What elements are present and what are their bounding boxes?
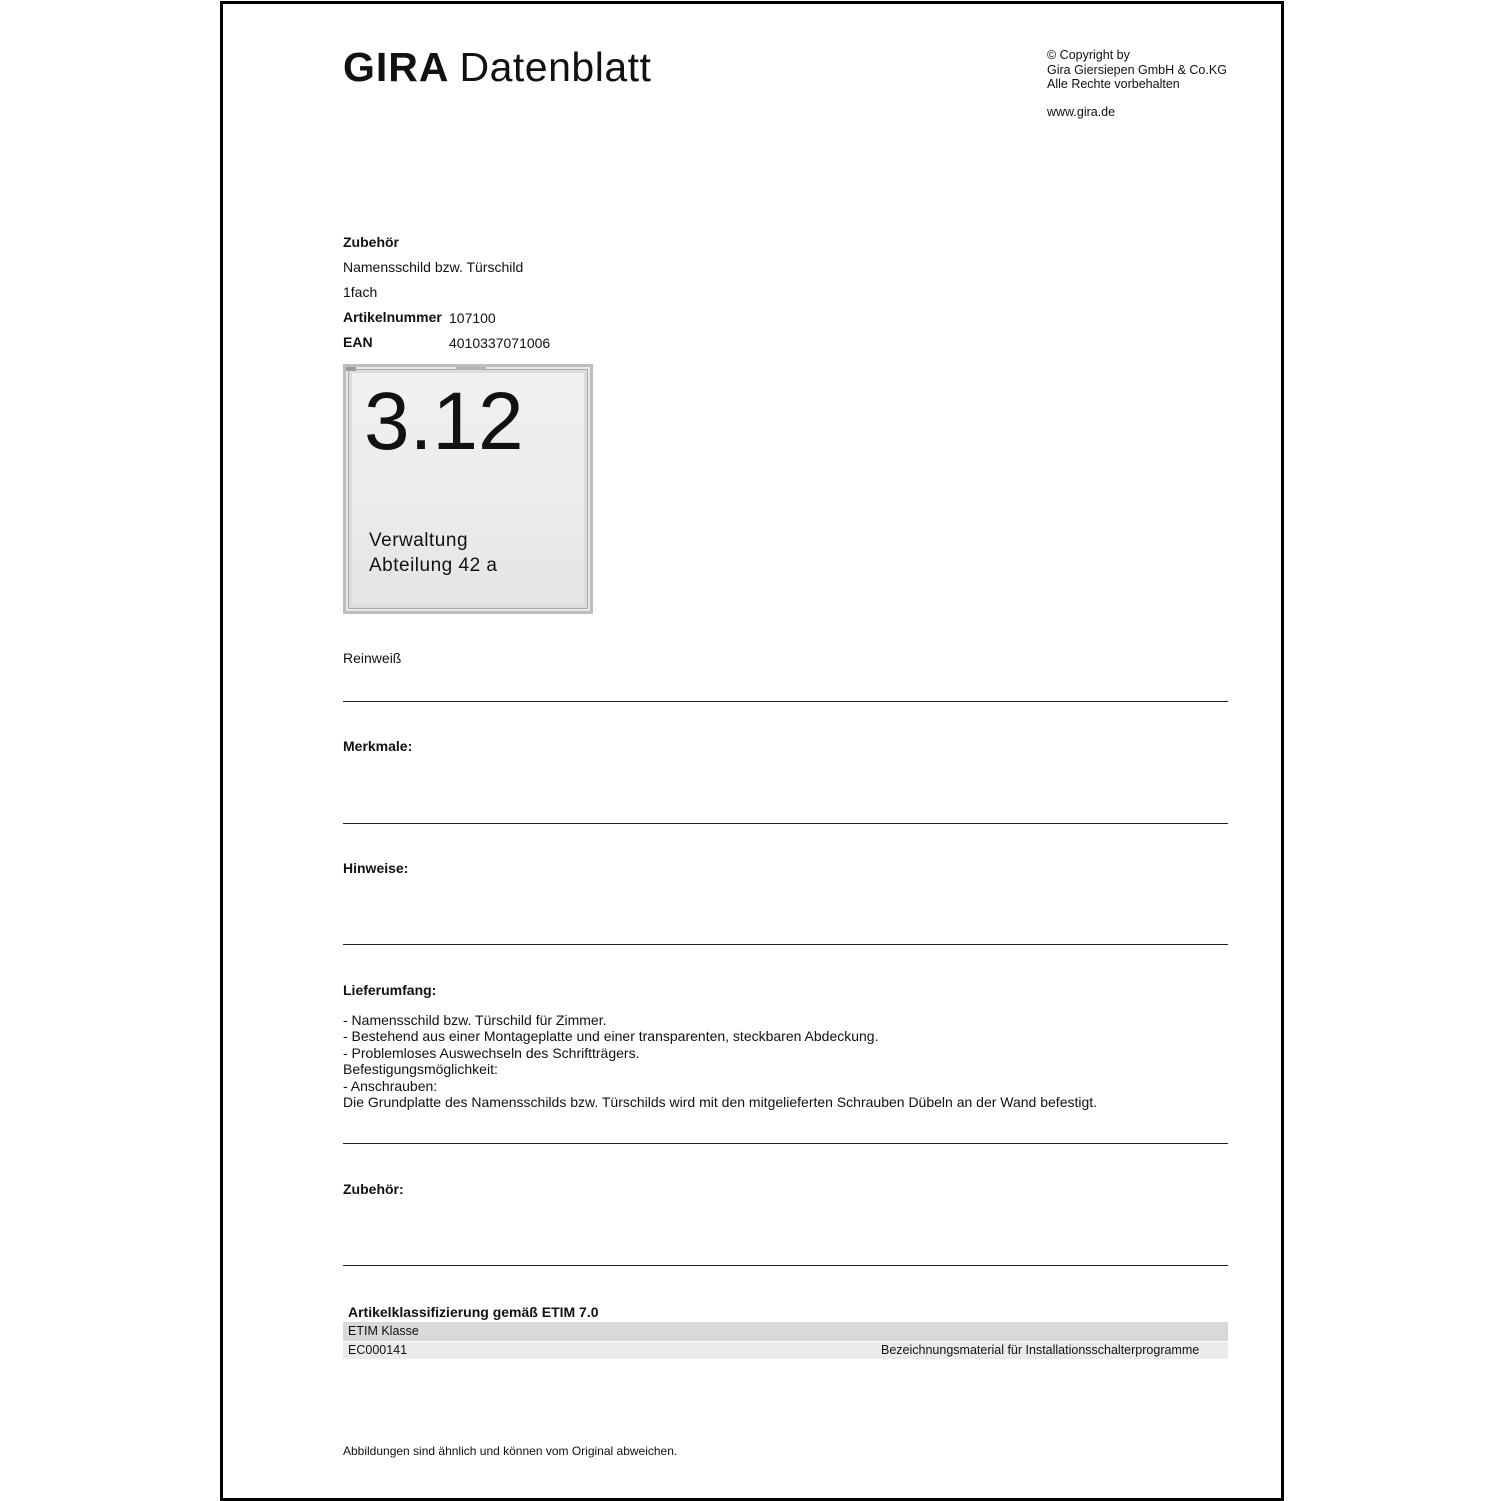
etim-header-label: ETIM Klasse: [348, 1324, 419, 1338]
etim-title: Artikelklassifizierung gemäß ETIM 7.0: [348, 1304, 599, 1320]
copyright-block: [1047, 48, 1227, 92]
section-divider: [343, 823, 1228, 824]
section-divider: [343, 944, 1228, 945]
section-divider: [343, 1265, 1228, 1266]
delivery-line: - Bestehend aus einer Montageplatte und einer transparenten, steckbaren Abdeckung.: [343, 1028, 879, 1045]
product-image-door-sign: [343, 364, 593, 614]
gira-logo: [343, 44, 651, 90]
product-category: Zubehör: [343, 234, 399, 250]
sign-label-line2: Abteilung 42 a: [369, 555, 498, 576]
sign-corner-notch: [346, 367, 356, 371]
features-heading: Merkmale:: [343, 738, 413, 754]
ean-label: EAN: [343, 334, 373, 350]
etim-header-row: [343, 1322, 1228, 1341]
sign-label-line1: Verwaltung: [369, 530, 469, 551]
brand-name: GIRA: [343, 44, 450, 90]
etim-description: Bezeichnungsmaterial für Installationsschalterprogramme: [881, 1343, 1200, 1357]
etim-data-row: [343, 1342, 1228, 1359]
delivery-heading: Lieferumfang:: [343, 982, 437, 998]
section-divider: [343, 1143, 1228, 1144]
article-number-value: 107100: [449, 310, 496, 326]
product-color: Reinweiß: [343, 650, 402, 666]
sign-room-number: 3.12: [364, 376, 524, 467]
copyright-line: Gira Giersiepen GmbH & Co.KG: [1047, 62, 1227, 77]
delivery-text: [343, 1012, 1097, 1110]
product-variant: 1fach: [343, 284, 378, 300]
sign-top-notch: [456, 367, 486, 370]
document-title: Datenblatt: [459, 44, 652, 90]
accessories-heading: Zubehör:: [343, 1181, 404, 1197]
delivery-line: Die Grundplatte des Namensschilds bzw. Türschilds wird mit den mitgelieferten Schrauben Dübeln an der Wand befestigt.: [343, 1094, 1098, 1111]
delivery-line: Befestigungsmöglichkeit:: [343, 1061, 498, 1078]
etim-code: EC000141: [348, 1343, 408, 1357]
section-divider: [343, 701, 1228, 702]
website-link[interactable]: www.gira.de: [1047, 105, 1116, 119]
delivery-line: - Problemloses Auswechseln des Schriftträgers.: [343, 1044, 640, 1061]
delivery-line: - Anschrauben:: [343, 1077, 438, 1094]
article-number-label: Artikelnummer: [343, 309, 442, 325]
footer-disclaimer: Abbildungen sind ähnlich und können vom Original abweichen.: [343, 1444, 678, 1458]
notes-heading: Hinweise:: [343, 860, 409, 876]
delivery-line: - Namensschild bzw. Türschild für Zimmer.: [343, 1012, 607, 1028]
ean-value: 4010337071006: [449, 335, 551, 351]
product-name: Namensschild bzw. Türschild: [343, 259, 524, 275]
copyright-line: © Copyright by: [1047, 48, 1130, 62]
copyright-line: Alle Rechte vorbehalten: [1047, 77, 1180, 91]
